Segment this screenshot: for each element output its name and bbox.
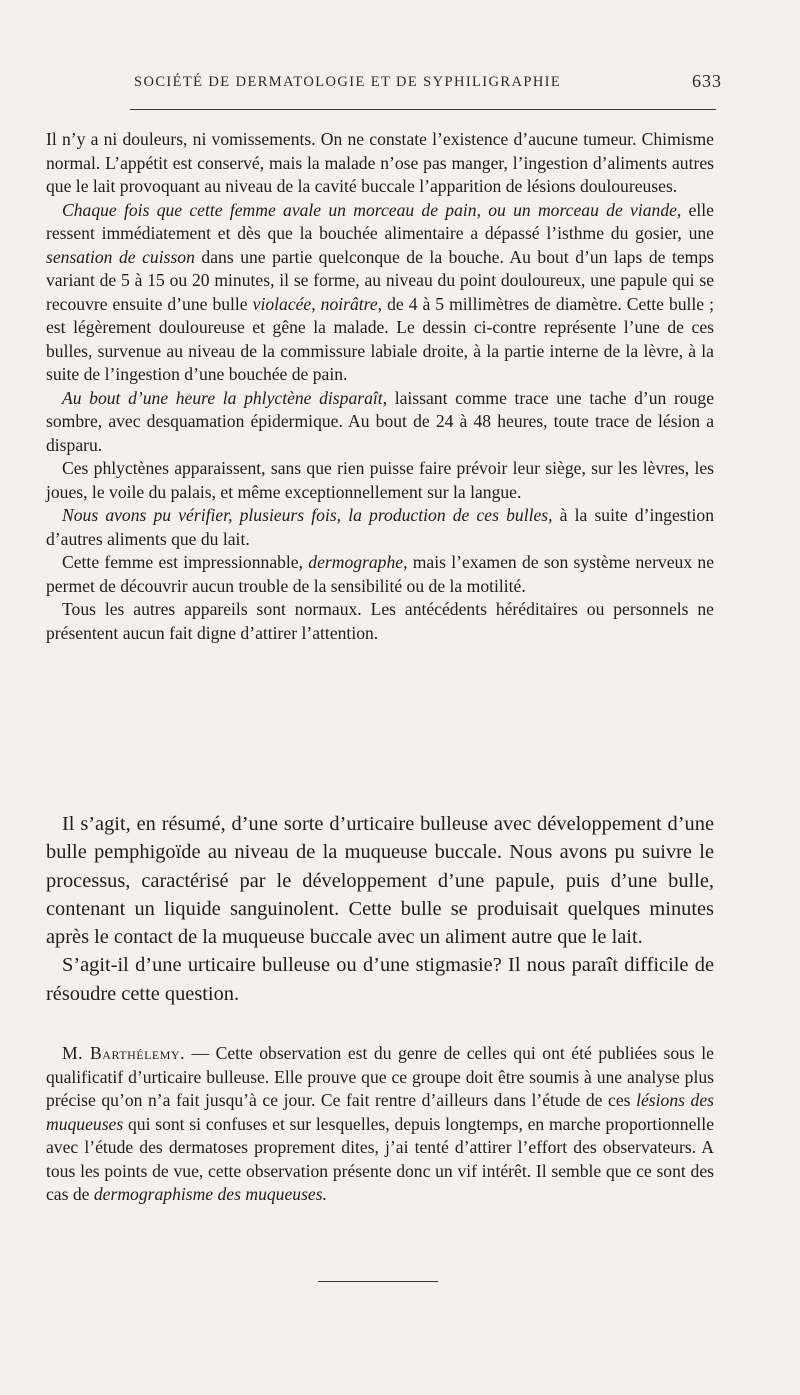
text-segment: sensation de cuisson	[46, 246, 195, 267]
text-segment: Il s’agit, en résumé, d’une sorte d’urticaire bulleuse avec développement d’une bulle pemphigoïde au niveau de la muqueuse buccale. Nous avons pu suivre le processus, caractérisé par le développement d’une papule, puis d’une bulle, contenant un liquide sanguinolent. Cette bulle se produisait quelques minutes après le contact de la muqueuse buccale avec un aliment autre que le lait.	[46, 813, 714, 949]
text-segment: qui sont si confuses et sur lesquelles, depuis longtemps, en marche proportionnelle avec l’étude des dermatoses proprement dites, j’ai tenté d’attirer l’effort des observateurs. A tous les points de vue, cette observation présente donc un vif intérêt. Il semble que ce sont des cas de	[46, 1113, 714, 1204]
observation-body	[46, 128, 714, 645]
paragraph	[46, 457, 714, 504]
paragraph	[46, 551, 714, 598]
text-segment: Chaque fois que cette femme avale un morceau de pain, ou un morceau de viande,	[62, 199, 682, 220]
text-segment: violacée, noirâtre,	[252, 293, 383, 314]
text-segment: dans une partie quelconque de la bouche. Au bout d’un laps de temps variant de 5 à 15 ou 20 minutes, il se forme, au niveau du point douloureux, une papule qui se recouvre ensuite d’une bulle	[46, 246, 714, 314]
text-segment: — Cette observation est du genre de celles qui ont été publiées sous le qualificatif d’urticaire bulleuse. Elle prouve que ce groupe doit être soumis à une analyse plus précise qu’on n’a fait jusqu’à ce jour. Ce fait rentre d’ailleurs dans l’étude de ces	[46, 1043, 714, 1110]
text-segment: mais l’examen de son système nerveux ne permet de découvrir aucun trouble de la sensibilité ou de la motilité.	[46, 552, 714, 596]
running-title: SOCIÉTÉ DE DERMATOLOGIE ET DE SYPHILIGRAPHIE	[134, 74, 562, 90]
text-segment: Nous avons pu vérifier, plusieurs fois, la production de ces bulles,	[62, 505, 553, 525]
text-segment: lésions des muqueuses	[46, 1090, 714, 1134]
end-rule	[318, 1281, 438, 1282]
text-segment: dermographisme des muqueuses.	[93, 1184, 327, 1204]
paragraph	[46, 598, 714, 645]
paragraph	[46, 810, 714, 951]
paragraph	[46, 387, 714, 458]
paragraph	[46, 1042, 714, 1207]
text-segment: Il n’y a ni douleurs, ni vomissements. On ne constate l’existence d’aucune tumeur. Chimisme normal. L’appétit est conservé, mais la malade n’ose pas manger, l’ingestion d’aliments autres que le lait provoquant au niveau de la cavité buccale l’apparition de lésions douloureuses.	[46, 129, 714, 196]
conclusion-body	[46, 810, 714, 1008]
page-number: 633	[692, 71, 722, 91]
text-segment: à la suite d’ingestion d’autres aliments que du lait.	[46, 505, 714, 549]
speaker-name: M. Barthélemy.	[62, 1043, 185, 1063]
text-segment: Tous les autres appareils sont normaux. Les antécédents héréditaires ou personnels ne présentent aucun fait digne d’attirer l’attention.	[46, 599, 714, 643]
text-segment: laissant comme trace une tache d’un rouge sombre, avec desquamation épidermique. Au bout de 24 à 48 heures, toute trace de lésion a disparu.	[46, 387, 715, 455]
text-segment: Cette femme est impressionnable,	[62, 552, 309, 572]
header-rule	[130, 109, 716, 110]
text-segment: Au bout d’une heure la phlyctène disparaît,	[62, 387, 388, 408]
text-segment: S’agit-il d’une urticaire bulleuse ou d’une stigmasie? Il nous paraît difficile de résoudre cette question.	[46, 954, 714, 1005]
text-segment: de 4 à 5 millimètres de diamètre. Cette bulle ; est légèrement douloureuse et gêne la malade. Le dessin ci-contre représente l’une de ces bulles, survenue au niveau de la commissure labiale droite, à la partie interne de la lèvre, à la suite de l’ingestion d’une bouchée de pain.	[46, 293, 715, 384]
paragraph	[46, 199, 714, 387]
paragraph	[46, 128, 714, 199]
paragraph	[46, 504, 714, 551]
paragraph	[46, 951, 714, 1008]
text-segment: dermographe,	[308, 552, 408, 572]
text-segment: elle ressent immédiatement et dès que la bouchée alimentaire a dépassé l’isthme du gosier, une	[46, 199, 714, 243]
text-segment: Ces phlyctènes apparaissent, sans que rien puisse faire prévoir leur siège, sur les lèvres, les joues, le voile du palais, et même exceptionnellement sur la langue.	[46, 458, 714, 502]
discussion-body	[46, 1042, 714, 1207]
